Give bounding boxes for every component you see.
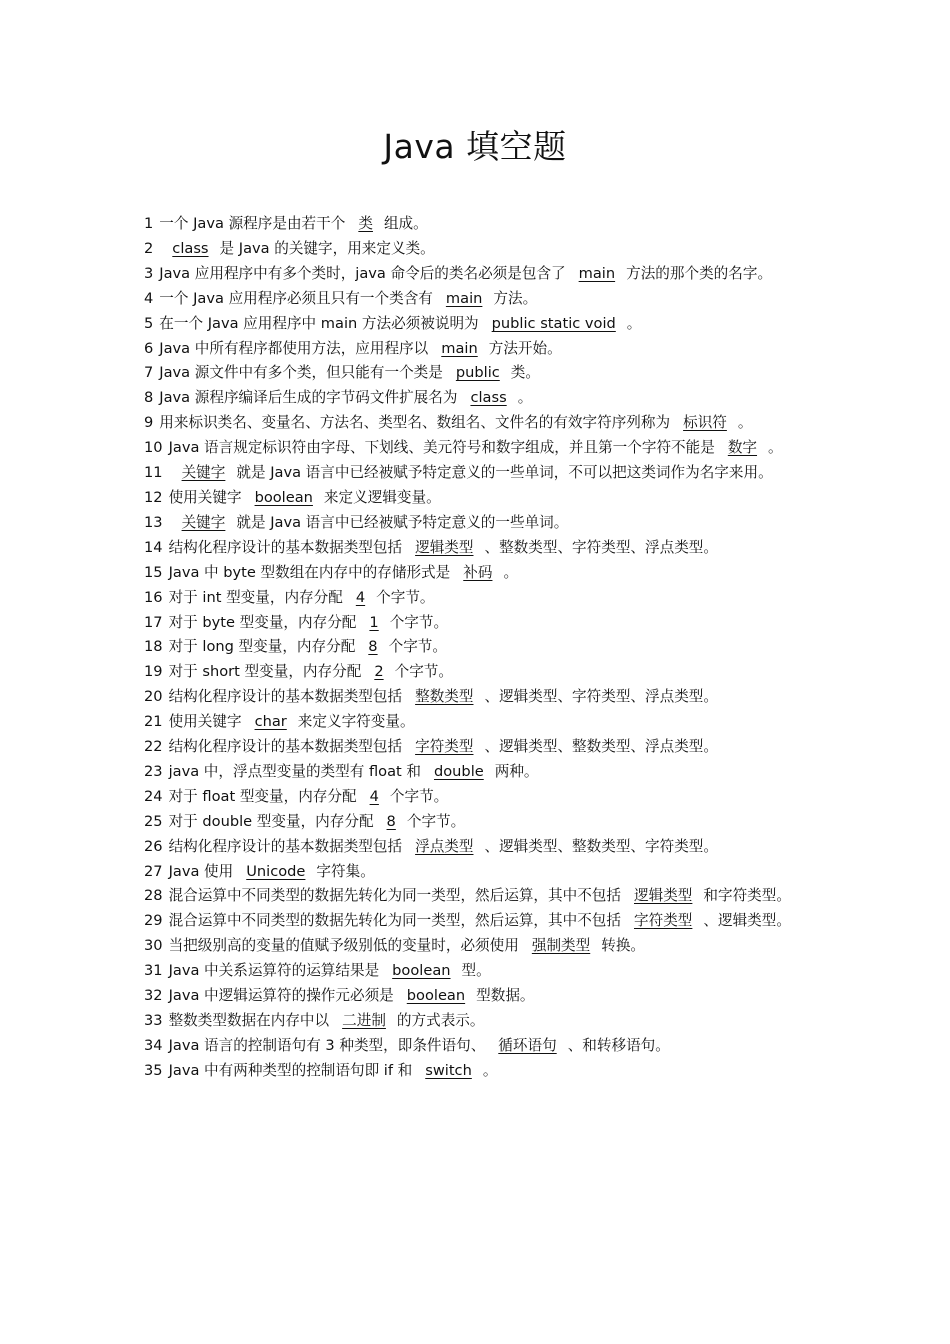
answer-blank: main bbox=[445, 289, 483, 307]
question-text-after: 方法开始。 bbox=[488, 339, 562, 357]
question-text: 整数类型数据在内存中以 bbox=[168, 1012, 330, 1029]
answer-blank: 8 bbox=[386, 812, 396, 830]
question-text: 结构化程序设计的基本数据类型包括 bbox=[168, 688, 403, 706]
question-item bbox=[144, 810, 810, 835]
question-text-after: 方法的那个类的名字。 bbox=[626, 264, 773, 282]
question-item bbox=[144, 486, 810, 511]
answer-blank: 关键字 bbox=[181, 513, 226, 531]
question-text: Java 中所有程序都使用方法，应用程序以 bbox=[159, 339, 429, 357]
answer-blank: 浮点类型 bbox=[415, 837, 474, 855]
question-text-after: 和字符类型。 bbox=[703, 887, 791, 905]
answer-blank: 逻辑类型 bbox=[634, 887, 693, 905]
answer-blank: 循环语句 bbox=[498, 1036, 557, 1054]
answer-blank: boolean bbox=[406, 987, 466, 1005]
question-text: 使用关键字 bbox=[168, 488, 242, 506]
answer-blank: class bbox=[172, 239, 209, 257]
answer-blank: char bbox=[254, 713, 287, 731]
question-text-after: 个字节。 bbox=[389, 613, 449, 631]
question-text-after: 。 bbox=[737, 414, 753, 432]
question-number: 5 bbox=[144, 314, 154, 332]
question-number: 23 bbox=[144, 762, 163, 780]
answer-blank: boolean bbox=[254, 488, 313, 506]
question-number: 16 bbox=[144, 588, 163, 606]
question-text: Java 语言规定标识符由字母、下划线、美元符号和数字组成，并且第一个字符不能是 bbox=[168, 439, 715, 457]
question-text-after: 两种。 bbox=[494, 762, 539, 780]
answer-blank: 逻辑类型 bbox=[415, 538, 474, 556]
question-text: Java 源程序编译后生成的字节码文件扩展名为 bbox=[159, 389, 458, 407]
answer-blank: 字符类型 bbox=[415, 738, 474, 756]
question-item bbox=[144, 536, 810, 561]
question-item bbox=[144, 1034, 810, 1059]
question-text-after: 个字节。 bbox=[388, 638, 447, 656]
question-text: 一个 Java 应用程序必须且只有一个类含有 bbox=[159, 289, 433, 307]
question-text: 混合运算中不同类型的数据先转化为同一类型，然后运算，其中不包括 bbox=[168, 912, 621, 930]
question-text-after: 的方式表示。 bbox=[396, 1012, 485, 1029]
answer-blank: public static void bbox=[491, 314, 616, 332]
question-item bbox=[144, 386, 810, 411]
question-number: 15 bbox=[144, 563, 163, 581]
question-text: 对于 byte 型变量，内存分配 bbox=[168, 613, 357, 631]
question-item bbox=[144, 1009, 810, 1034]
question-number: 33 bbox=[144, 1012, 163, 1029]
question-number: 19 bbox=[144, 663, 163, 681]
question-text-after: 个字节。 bbox=[389, 787, 449, 805]
question-text-after: 组成。 bbox=[383, 215, 428, 232]
question-item bbox=[144, 436, 810, 461]
question-number: 30 bbox=[144, 937, 163, 955]
question-number: 22 bbox=[144, 738, 163, 756]
question-number: 17 bbox=[144, 613, 163, 631]
question-text: Java 语言的控制语句有 3 种类型，即条件语句、 bbox=[168, 1036, 486, 1054]
question-item bbox=[144, 361, 810, 386]
page-title: Java 填空题 bbox=[383, 127, 567, 167]
question-text: 使用关键字 bbox=[168, 713, 242, 731]
question-text-after: 个字节。 bbox=[394, 663, 453, 681]
question-item bbox=[144, 312, 810, 337]
question-item bbox=[144, 461, 810, 486]
answer-blank: 强制类型 bbox=[531, 937, 591, 955]
question-text-after: 是 Java 的关键字，用来定义类。 bbox=[219, 239, 435, 257]
question-text-after: 就是 Java 语言中已经被赋予特定意义的一些单词，不可以把这类词作为名字来用。 bbox=[236, 464, 773, 482]
question-text-after: 型数据。 bbox=[476, 987, 535, 1005]
answer-blank: 关键字 bbox=[181, 464, 226, 482]
question-text: 对于 double 型变量，内存分配 bbox=[168, 812, 374, 830]
question-number: 32 bbox=[144, 987, 163, 1005]
question-number: 12 bbox=[144, 488, 163, 506]
question-number: 4 bbox=[144, 289, 154, 307]
question-text: 一个 Java 源程序是由若干个 bbox=[159, 215, 346, 232]
answer-blank: 数字 bbox=[727, 439, 758, 457]
answer-blank: 4 bbox=[369, 787, 379, 805]
question-item bbox=[144, 212, 810, 237]
question-text-after: 。 bbox=[517, 389, 533, 407]
question-number: 21 bbox=[144, 713, 163, 731]
question-number: 9 bbox=[144, 414, 154, 432]
question-item bbox=[144, 934, 810, 959]
answer-blank: 类 bbox=[358, 215, 373, 232]
question-text: Java 应用程序中有多个类时，java 命令后的类名必须是包含了 bbox=[159, 264, 566, 282]
question-number: 35 bbox=[144, 1061, 163, 1079]
question-text-after: 就是 Java 语言中已经被赋予特定意义的一些单词。 bbox=[236, 513, 569, 531]
answer-blank: 二进制 bbox=[342, 1012, 386, 1029]
question-number: 8 bbox=[144, 389, 154, 407]
question-text: Java 使用 bbox=[168, 862, 234, 880]
question-text-after: 。 bbox=[626, 314, 642, 332]
question-text-after: 、和转移语句。 bbox=[567, 1036, 670, 1054]
question-item bbox=[144, 237, 810, 262]
question-text: 对于 float 型变量，内存分配 bbox=[168, 787, 357, 805]
answer-blank: class bbox=[470, 389, 507, 407]
answer-blank: 1 bbox=[369, 613, 379, 631]
answer-blank: 整数类型 bbox=[415, 688, 474, 706]
question-text: Java 中 byte 型数组在内存中的存储形式是 bbox=[168, 563, 451, 581]
question-item bbox=[144, 884, 810, 909]
question-text-after: 、整数类型、字符类型、浮点类型。 bbox=[484, 538, 718, 556]
question-text-after: 、逻辑类型。 bbox=[703, 912, 791, 930]
question-item bbox=[144, 959, 810, 984]
question-text-after: 型。 bbox=[461, 962, 491, 980]
question-number: 11 bbox=[144, 464, 163, 482]
question-text-after: 、逻辑类型、字符类型、浮点类型。 bbox=[484, 688, 718, 706]
question-text-after: 来定义字符变量。 bbox=[297, 713, 415, 731]
question-item bbox=[144, 411, 810, 436]
question-item bbox=[144, 262, 810, 287]
question-text-after: 个字节。 bbox=[376, 588, 435, 606]
answer-blank: main bbox=[578, 264, 616, 282]
answer-blank: 8 bbox=[368, 638, 378, 656]
answer-blank: Unicode bbox=[246, 862, 306, 880]
question-list bbox=[144, 212, 810, 1084]
question-text-after: 。 bbox=[482, 1061, 498, 1079]
question-number: 14 bbox=[144, 538, 163, 556]
question-text-after: 、逻辑类型、整数类型、字符类型。 bbox=[484, 837, 718, 855]
question-number: 2 bbox=[144, 239, 154, 257]
question-number: 27 bbox=[144, 862, 163, 880]
question-text-after: 。 bbox=[768, 439, 783, 457]
question-item bbox=[144, 1059, 810, 1084]
question-item bbox=[144, 586, 810, 611]
question-text-after: 转换。 bbox=[601, 937, 646, 955]
answer-blank: switch bbox=[425, 1061, 472, 1079]
question-item bbox=[144, 735, 810, 760]
question-number: 25 bbox=[144, 812, 163, 830]
question-text: java 中，浮点型变量的类型有 float 和 bbox=[168, 762, 421, 780]
answer-blank: 补码 bbox=[463, 563, 493, 581]
question-text-after: 方法。 bbox=[493, 289, 538, 307]
question-text: Java 中关系运算符的运算结果是 bbox=[168, 962, 380, 980]
question-number: 6 bbox=[144, 339, 154, 357]
question-text-after: 。 bbox=[503, 563, 519, 581]
question-item bbox=[144, 760, 810, 785]
question-item bbox=[144, 785, 810, 810]
question-text: Java 中逻辑运算符的操作元必须是 bbox=[168, 987, 394, 1005]
question-item bbox=[144, 660, 810, 685]
question-text: 结构化程序设计的基本数据类型包括 bbox=[168, 738, 403, 756]
question-text: 在一个 Java 应用程序中 main 方法必须被说明为 bbox=[159, 314, 479, 332]
question-item bbox=[144, 835, 810, 860]
question-item bbox=[144, 561, 810, 586]
question-text: 结构化程序设计的基本数据类型包括 bbox=[168, 837, 403, 855]
question-number: 34 bbox=[144, 1036, 163, 1054]
answer-blank: 标识符 bbox=[683, 414, 727, 432]
question-text: 对于 short 型变量，内存分配 bbox=[168, 663, 362, 681]
question-number: 3 bbox=[144, 264, 154, 282]
question-text-after: 个字节。 bbox=[406, 812, 466, 830]
question-item bbox=[144, 635, 810, 660]
question-text-after: 类。 bbox=[510, 364, 540, 382]
answer-blank: 4 bbox=[355, 588, 366, 606]
answer-blank: 2 bbox=[374, 663, 384, 681]
question-number: 20 bbox=[144, 688, 163, 706]
question-number: 18 bbox=[144, 638, 163, 656]
question-text: Java 源文件中有多个类，但只能有一个类是 bbox=[159, 364, 443, 382]
question-text-after: 、逻辑类型、整数类型、浮点类型。 bbox=[484, 738, 718, 756]
question-item bbox=[144, 710, 810, 735]
question-text-after: 字符集。 bbox=[316, 862, 375, 880]
question-number: 13 bbox=[144, 513, 163, 531]
question-text: 结构化程序设计的基本数据类型包括 bbox=[168, 538, 403, 556]
question-item bbox=[144, 511, 810, 536]
question-text: 当把级别高的变量的值赋予级别低的变量时，必须使用 bbox=[168, 937, 519, 955]
answer-blank: 字符类型 bbox=[634, 912, 693, 930]
question-number: 1 bbox=[144, 215, 154, 232]
question-item bbox=[144, 611, 810, 636]
question-item bbox=[144, 860, 810, 885]
answer-blank: boolean bbox=[392, 962, 451, 980]
question-number: 7 bbox=[144, 364, 154, 382]
question-text-after: 来定义逻辑变量。 bbox=[323, 488, 441, 506]
question-text: Java 中有两种类型的控制语句即 if 和 bbox=[168, 1061, 413, 1079]
question-item bbox=[144, 909, 810, 934]
question-text: 用来标识类名、变量名、方法名、类型名、数组名、文件名的有效字符序列称为 bbox=[159, 414, 671, 432]
question-text: 对于 long 型变量，内存分配 bbox=[168, 638, 356, 656]
question-number: 28 bbox=[144, 887, 163, 905]
question-number: 24 bbox=[144, 787, 163, 805]
question-item bbox=[144, 287, 810, 312]
answer-blank: public bbox=[455, 364, 500, 382]
answer-blank: main bbox=[441, 339, 478, 357]
question-number: 31 bbox=[144, 962, 163, 980]
question-item bbox=[144, 685, 810, 710]
question-number: 10 bbox=[144, 439, 163, 457]
question-item bbox=[144, 984, 810, 1009]
question-number: 29 bbox=[144, 912, 163, 930]
answer-blank: double bbox=[433, 762, 484, 780]
question-item bbox=[144, 337, 810, 362]
question-number: 26 bbox=[144, 837, 163, 855]
question-text: 对于 int 型变量，内存分配 bbox=[168, 588, 343, 606]
question-text: 混合运算中不同类型的数据先转化为同一类型，然后运算，其中不包括 bbox=[168, 887, 621, 905]
